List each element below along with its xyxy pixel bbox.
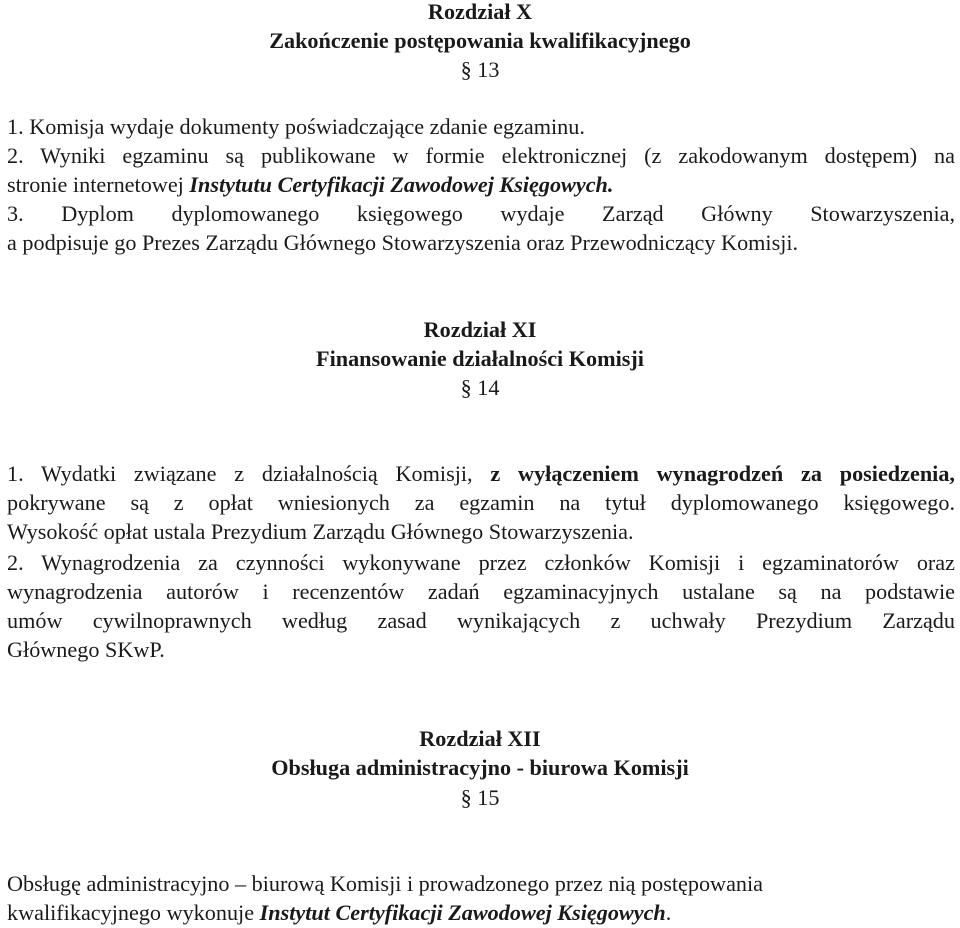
ch11-item-2-line-3: umów cywilnoprawnych według zasad wynikających z uchwały Prezydium Zarządu xyxy=(7,608,955,633)
chapter-10-subtitle: Zakończenie postępowania kwalifikacyjnego xyxy=(269,28,691,53)
chapter-12-subtitle: Obsługa administracyjno - biurowa Komisji xyxy=(271,755,689,780)
chapter-12-title: Rozdział XII xyxy=(419,726,541,751)
chapter-11-subtitle: Finansowanie działalności Komisji xyxy=(316,346,644,371)
ch10-item-3-line-1: 3. Dyplom dyplomowanego księgowego wydaje Zarząd Główny Stowarzyszenia, xyxy=(7,201,955,226)
chapter-10-title: Rozdział X xyxy=(427,0,533,24)
ch10-item-3-line-2: a podpisuje go Prezes Zarządu Głównego Stowarzyszenia oraz Przewodniczący Komisji. xyxy=(7,230,799,255)
ch12-line-2: kwalifikacyjnego wykonuje Instytut Certyfikacji Zawodowej Księgowych. xyxy=(7,900,672,925)
paragraph-13-number: § 13 xyxy=(460,57,500,82)
ch10-item-2-line-1: 2. Wyniki egzaminu są publikowane w formie elektronicznej (z zakodowanym dostępem) na xyxy=(7,143,955,168)
paragraph-15-number: § 15 xyxy=(460,785,500,810)
ch10-item-2-line-2: stronie internetowej Instytutu Certyfikacji Zawodowej Księgowych. xyxy=(7,172,614,197)
chapter-11-title: Rozdział XI xyxy=(423,317,537,342)
ch11-item-1-line-2: pokrywane są z opłat wniesionych za egzamin na tytuł dyplomowanego księgowego. xyxy=(7,490,955,515)
ch11-item-2-line-1: 2. Wynagrodzenia za czynności wykonywane przez członków Komisji i egzaminatorów oraz xyxy=(7,550,955,575)
ch11-item-2-line-4: Głównego SKwP. xyxy=(7,637,165,662)
paragraph-14-number: § 14 xyxy=(460,375,500,400)
ch12-line-1: Obsługę administracyjno – biurową Komisji i prowadzonego przez nią postępowania xyxy=(7,871,764,896)
ch11-item-2-line-2: wynagrodzenia autorów i recenzentów zadań egzaminacyjnych ustalane są na podstawie xyxy=(7,579,955,604)
ch10-item-1: 1. Komisja wydaje dokumenty poświadczające zdanie egzaminu. xyxy=(7,114,585,139)
ch11-item-1-line-1: 1. Wydatki związane z działalnością Komisji, z wyłączeniem wynagrodzeń za posiedzenia, xyxy=(7,461,955,486)
ch11-item-1-line-3: Wysokość opłat ustala Prezydium Zarządu Głównego Stowarzyszenia. xyxy=(7,519,634,544)
